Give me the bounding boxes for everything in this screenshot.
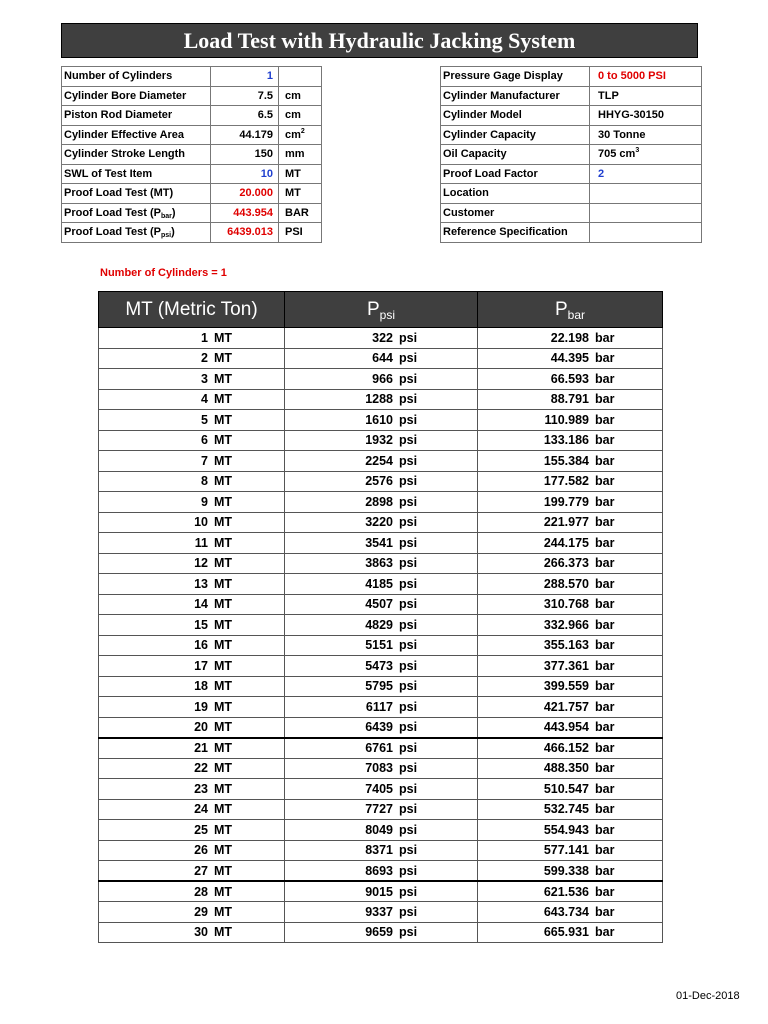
psi-cell: 8693 psi bbox=[285, 861, 478, 882]
mt-cell: 9 MT bbox=[99, 492, 285, 513]
table-row bbox=[99, 717, 663, 738]
info-label: Cylinder Model bbox=[441, 106, 590, 126]
psi-cell: 966 psi bbox=[285, 369, 478, 390]
table-row bbox=[99, 410, 663, 431]
mt-cell: 26 MT bbox=[99, 840, 285, 861]
bar-cell: 643.734 bar bbox=[478, 902, 663, 923]
table-row bbox=[99, 758, 663, 779]
spec-label: Proof Load Test (MT) bbox=[62, 184, 211, 204]
spec-unit: cm bbox=[279, 106, 322, 126]
info-label: Oil Capacity bbox=[441, 145, 590, 165]
info-value: HHYG-30150 bbox=[590, 106, 702, 126]
header-psi: $P_{psi}$ bbox=[285, 292, 478, 328]
psi-cell: 1610 psi bbox=[285, 410, 478, 431]
spec-unit: MT bbox=[279, 184, 322, 204]
table-row bbox=[99, 512, 663, 533]
bar-cell: 288.570 bar bbox=[478, 574, 663, 595]
table-row bbox=[99, 738, 663, 759]
psi-cell: 2898 psi bbox=[285, 492, 478, 513]
spec-value: 7.5 bbox=[211, 86, 279, 106]
mt-cell: 8 MT bbox=[99, 471, 285, 492]
info-label: Cylinder Manufacturer bbox=[441, 86, 590, 106]
bar-cell: 110.989 bar bbox=[478, 410, 663, 431]
table-row bbox=[99, 328, 663, 349]
bar-cell: 355.163 bar bbox=[478, 635, 663, 656]
info-row bbox=[441, 203, 702, 223]
info-value: 705 $cm^3$ bbox=[590, 145, 702, 165]
spec-label: SWL of Test Item bbox=[62, 164, 211, 184]
mt-cell: 16 MT bbox=[99, 635, 285, 656]
table-row bbox=[99, 656, 663, 677]
psi-cell: 322 psi bbox=[285, 328, 478, 349]
spec-row bbox=[62, 125, 322, 145]
mt-cell: 17 MT bbox=[99, 656, 285, 677]
spec-unit: mm bbox=[279, 145, 322, 165]
spec-unit: BAR bbox=[279, 203, 322, 223]
mt-cell: 7 MT bbox=[99, 451, 285, 472]
bar-cell: 577.141 bar bbox=[478, 840, 663, 861]
mt-cell: 30 MT bbox=[99, 922, 285, 943]
psi-cell: 4829 psi bbox=[285, 615, 478, 636]
spec-value: 6439.013 bbox=[211, 223, 279, 243]
table-row bbox=[99, 369, 663, 390]
spec-label: Cylinder Bore Diameter bbox=[62, 86, 211, 106]
info-row bbox=[441, 164, 702, 184]
info-row bbox=[441, 223, 702, 243]
table-row bbox=[99, 779, 663, 800]
info-row bbox=[441, 145, 702, 165]
bar-cell: 44.395 bar bbox=[478, 348, 663, 369]
mt-cell: 28 MT bbox=[99, 881, 285, 902]
psi-cell: 6117 psi bbox=[285, 697, 478, 718]
bar-cell: 133.186 bar bbox=[478, 430, 663, 451]
mt-cell: 27 MT bbox=[99, 861, 285, 882]
bar-cell: 621.536 bar bbox=[478, 881, 663, 902]
spec-label: Cylinder Stroke Length bbox=[62, 145, 211, 165]
bar-cell: 22.198 bar bbox=[478, 328, 663, 349]
bar-cell: 155.384 bar bbox=[478, 451, 663, 472]
table-row bbox=[99, 430, 663, 451]
bar-cell: 488.350 bar bbox=[478, 758, 663, 779]
table-row bbox=[99, 574, 663, 595]
bar-cell: 332.966 bar bbox=[478, 615, 663, 636]
psi-cell: 3863 psi bbox=[285, 553, 478, 574]
psi-cell: 1288 psi bbox=[285, 389, 478, 410]
info-row bbox=[441, 86, 702, 106]
psi-cell: 2576 psi bbox=[285, 471, 478, 492]
bar-cell: 88.791 bar bbox=[478, 389, 663, 410]
table-row bbox=[99, 799, 663, 820]
info-value: 2 bbox=[590, 164, 702, 184]
bar-cell: 244.175 bar bbox=[478, 533, 663, 554]
table-row bbox=[99, 615, 663, 636]
spec-unit: $cm^2$ bbox=[279, 125, 322, 145]
spec-value: 44.179 bbox=[211, 125, 279, 145]
table-row bbox=[99, 635, 663, 656]
spec-value: 443.954 bbox=[211, 203, 279, 223]
spec-unit: MT bbox=[279, 164, 322, 184]
spec-unit: PSI bbox=[279, 223, 322, 243]
table-row bbox=[99, 902, 663, 923]
info-value: 0 to 5000 PSI bbox=[590, 67, 702, 87]
psi-cell: 9337 psi bbox=[285, 902, 478, 923]
mt-cell: 13 MT bbox=[99, 574, 285, 595]
psi-cell: 3541 psi bbox=[285, 533, 478, 554]
bar-cell: 66.593 bar bbox=[478, 369, 663, 390]
spec-label: Number of Cylinders bbox=[62, 67, 211, 87]
mt-cell: 3 MT bbox=[99, 369, 285, 390]
spec-row bbox=[62, 145, 322, 165]
bar-cell: 310.768 bar bbox=[478, 594, 663, 615]
bar-cell: 177.582 bar bbox=[478, 471, 663, 492]
bar-cell: 377.361 bar bbox=[478, 656, 663, 677]
equipment-info-table bbox=[440, 66, 702, 243]
info-value: TLP bbox=[590, 86, 702, 106]
table-row bbox=[99, 922, 663, 943]
info-value bbox=[590, 184, 702, 204]
table-row bbox=[99, 861, 663, 882]
spec-row bbox=[62, 67, 322, 87]
mt-cell: 25 MT bbox=[99, 820, 285, 841]
table-row bbox=[99, 840, 663, 861]
psi-cell: 4185 psi bbox=[285, 574, 478, 595]
mt-cell: 24 MT bbox=[99, 799, 285, 820]
cylinder-count-note: Number of Cylinders = 1 bbox=[100, 267, 227, 279]
psi-cell: 9659 psi bbox=[285, 922, 478, 943]
table-row bbox=[99, 881, 663, 902]
psi-cell: 2254 psi bbox=[285, 451, 478, 472]
spec-row bbox=[62, 223, 322, 243]
mt-cell: 15 MT bbox=[99, 615, 285, 636]
spec-value: 20.000 bbox=[211, 184, 279, 204]
table-row bbox=[99, 533, 663, 554]
psi-cell: 7405 psi bbox=[285, 779, 478, 800]
bar-cell: 466.152 bar bbox=[478, 738, 663, 759]
table-row bbox=[99, 697, 663, 718]
header-mt: MT (Metric Ton) bbox=[99, 292, 285, 328]
spec-row bbox=[62, 106, 322, 126]
psi-cell: 1932 psi bbox=[285, 430, 478, 451]
mt-cell: 21 MT bbox=[99, 738, 285, 759]
info-label: Pressure Gage Display bbox=[441, 67, 590, 87]
table-row bbox=[99, 348, 663, 369]
mt-cell: 22 MT bbox=[99, 758, 285, 779]
psi-cell: 5473 psi bbox=[285, 656, 478, 677]
spec-row bbox=[62, 203, 322, 223]
mt-cell: 6 MT bbox=[99, 430, 285, 451]
info-value bbox=[590, 203, 702, 223]
info-label: Proof Load Factor bbox=[441, 164, 590, 184]
info-label: Cylinder Capacity bbox=[441, 125, 590, 145]
table-row bbox=[99, 389, 663, 410]
bar-cell: 399.559 bar bbox=[478, 676, 663, 697]
table-header-row bbox=[99, 292, 663, 328]
psi-cell: 8049 psi bbox=[285, 820, 478, 841]
spec-unit: cm bbox=[279, 86, 322, 106]
spec-row bbox=[62, 86, 322, 106]
spec-label: Proof Load Test $(P_{psi})$ bbox=[62, 223, 211, 243]
table-row bbox=[99, 676, 663, 697]
mt-cell: 11 MT bbox=[99, 533, 285, 554]
psi-cell: 6761 psi bbox=[285, 738, 478, 759]
mt-cell: 20 MT bbox=[99, 717, 285, 738]
bar-cell: 665.931 bar bbox=[478, 922, 663, 943]
psi-cell: 4507 psi bbox=[285, 594, 478, 615]
mt-cell: 29 MT bbox=[99, 902, 285, 923]
spec-row bbox=[62, 184, 322, 204]
pressure-table bbox=[98, 291, 663, 943]
spec-label: Proof Load Test $(P_{bar})$ bbox=[62, 203, 211, 223]
table-row bbox=[99, 820, 663, 841]
table-row bbox=[99, 553, 663, 574]
mt-cell: 19 MT bbox=[99, 697, 285, 718]
spec-value: 150 bbox=[211, 145, 279, 165]
info-row bbox=[441, 67, 702, 87]
document-date: 01-Dec-2018 bbox=[676, 990, 740, 1002]
bar-cell: 554.943 bar bbox=[478, 820, 663, 841]
info-row bbox=[441, 106, 702, 126]
mt-cell: 10 MT bbox=[99, 512, 285, 533]
mt-cell: 12 MT bbox=[99, 553, 285, 574]
bar-cell: 532.745 bar bbox=[478, 799, 663, 820]
psi-cell: 5795 psi bbox=[285, 676, 478, 697]
mt-cell: 23 MT bbox=[99, 779, 285, 800]
page-title: Load Test with Hydraulic Jacking System bbox=[61, 23, 698, 58]
spec-value: 1 bbox=[211, 67, 279, 87]
bar-cell: 221.977 bar bbox=[478, 512, 663, 533]
psi-cell: 8371 psi bbox=[285, 840, 478, 861]
info-value: 30 Tonne bbox=[590, 125, 702, 145]
spec-value: 6.5 bbox=[211, 106, 279, 126]
psi-cell: 9015 psi bbox=[285, 881, 478, 902]
info-label: Customer bbox=[441, 203, 590, 223]
mt-cell: 18 MT bbox=[99, 676, 285, 697]
header-bar: $P_{bar}$ bbox=[478, 292, 663, 328]
info-row bbox=[441, 125, 702, 145]
psi-cell: 3220 psi bbox=[285, 512, 478, 533]
table-row bbox=[99, 594, 663, 615]
psi-cell: 7727 psi bbox=[285, 799, 478, 820]
cylinder-specs-table bbox=[61, 66, 322, 243]
bar-cell: 510.547 bar bbox=[478, 779, 663, 800]
mt-cell: 1 MT bbox=[99, 328, 285, 349]
mt-cell: 2 MT bbox=[99, 348, 285, 369]
spec-label: Piston Rod Diameter bbox=[62, 106, 211, 126]
spec-row bbox=[62, 164, 322, 184]
psi-cell: 5151 psi bbox=[285, 635, 478, 656]
psi-cell: 644 psi bbox=[285, 348, 478, 369]
bar-cell: 599.338 bar bbox=[478, 861, 663, 882]
bar-cell: 443.954 bar bbox=[478, 717, 663, 738]
table-row bbox=[99, 451, 663, 472]
info-row bbox=[441, 184, 702, 204]
spec-label: Cylinder Effective Area bbox=[62, 125, 211, 145]
bar-cell: 266.373 bar bbox=[478, 553, 663, 574]
info-label: Location bbox=[441, 184, 590, 204]
info-label: Reference Specification bbox=[441, 223, 590, 243]
mt-cell: 4 MT bbox=[99, 389, 285, 410]
mt-cell: 14 MT bbox=[99, 594, 285, 615]
psi-cell: 7083 psi bbox=[285, 758, 478, 779]
spec-unit bbox=[279, 67, 322, 87]
table-row bbox=[99, 471, 663, 492]
bar-cell: 199.779 bar bbox=[478, 492, 663, 513]
table-row bbox=[99, 492, 663, 513]
spec-value: 10 bbox=[211, 164, 279, 184]
psi-cell: 6439 psi bbox=[285, 717, 478, 738]
mt-cell: 5 MT bbox=[99, 410, 285, 431]
info-value bbox=[590, 223, 702, 243]
bar-cell: 421.757 bar bbox=[478, 697, 663, 718]
